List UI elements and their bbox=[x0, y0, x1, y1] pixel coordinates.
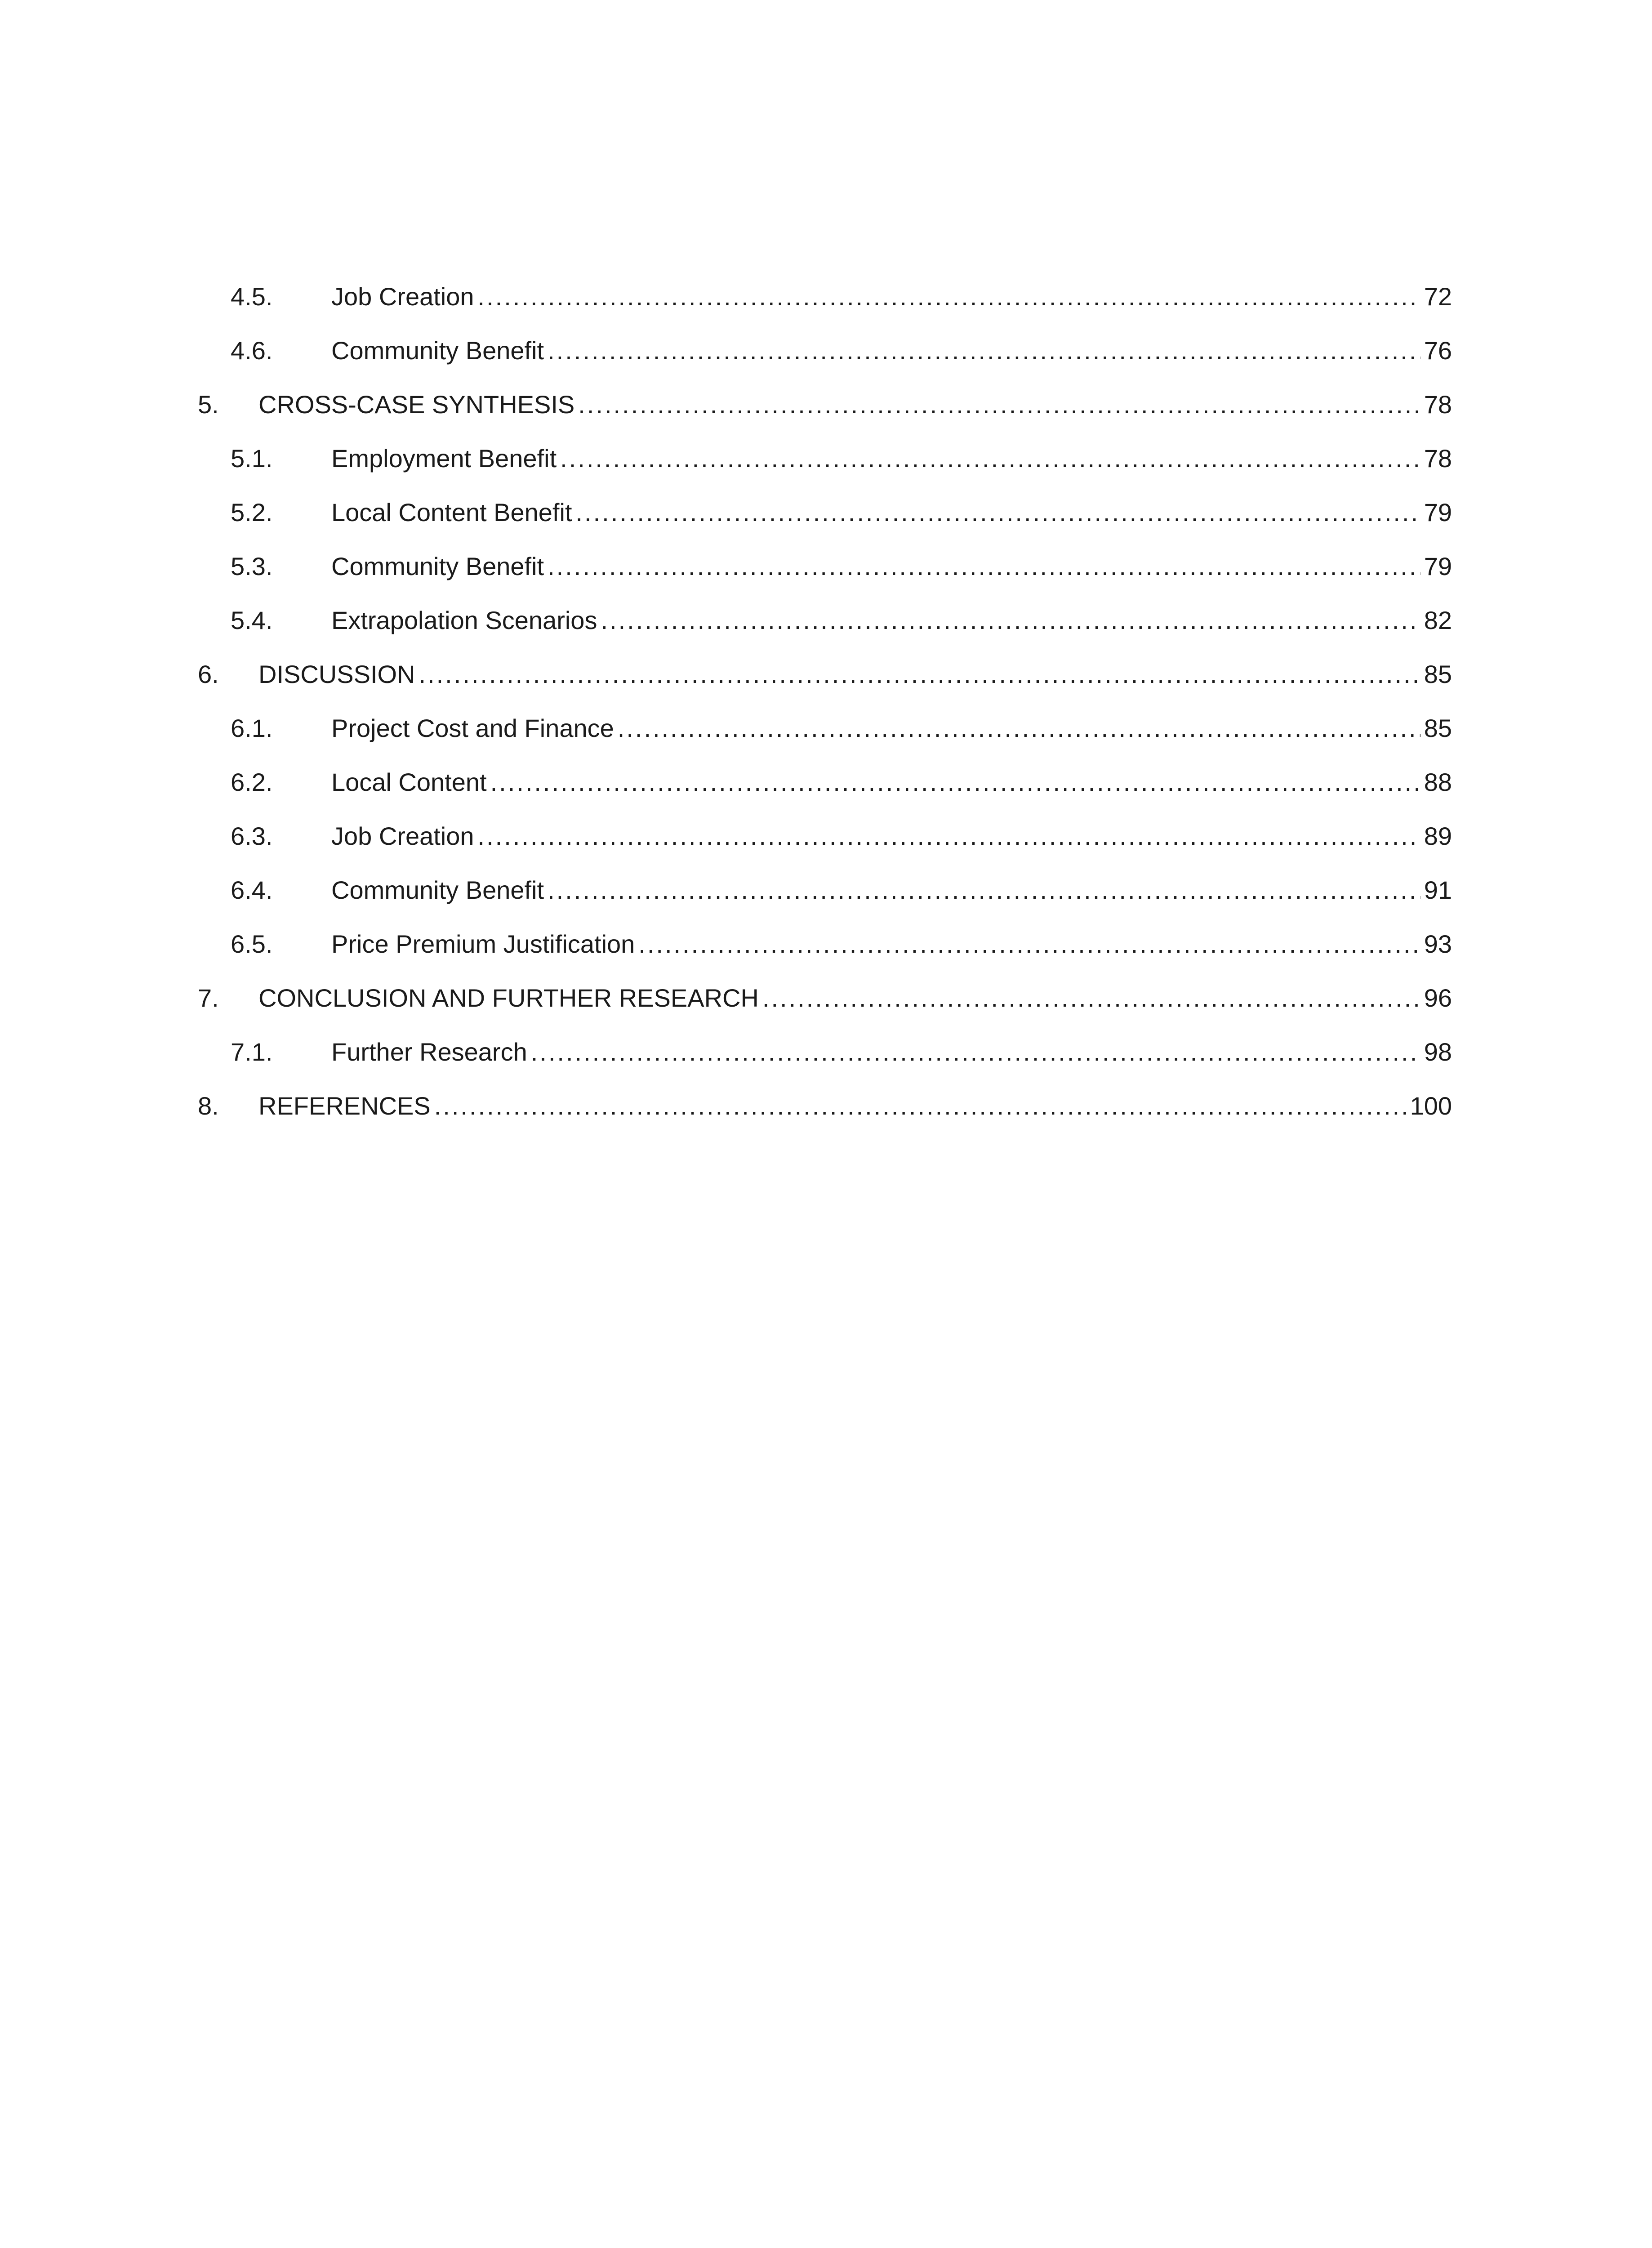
toc-entry-number: 5.3. bbox=[231, 552, 273, 580]
toc-entry-number: 6.4. bbox=[231, 876, 273, 904]
toc-leader-dots bbox=[478, 809, 1420, 863]
toc-entry-number: 6.2. bbox=[231, 768, 273, 796]
toc-entry-number: 6. bbox=[198, 660, 219, 688]
toc-entry-number: 6.5. bbox=[231, 930, 273, 958]
toc-entry-title: REFERENCES bbox=[258, 1092, 431, 1120]
toc-entry-page: 79 bbox=[1424, 498, 1452, 526]
toc-entry[interactable] bbox=[198, 270, 1452, 324]
toc-entry-page: 93 bbox=[1424, 930, 1452, 958]
toc-entry-number: 8. bbox=[198, 1092, 219, 1120]
toc-entry-title: CROSS-CASE SYNTHESIS bbox=[258, 390, 575, 419]
table-of-contents bbox=[198, 270, 1452, 1133]
toc-entry[interactable] bbox=[198, 432, 1452, 486]
toc-entry-title: Further Research bbox=[331, 1038, 527, 1066]
toc-entry-page: 72 bbox=[1424, 282, 1452, 311]
toc-entry-title: Price Premium Justification bbox=[331, 930, 635, 958]
toc-entry[interactable] bbox=[198, 1025, 1452, 1079]
toc-leader-dots bbox=[531, 1025, 1420, 1079]
toc-entry-number: 6.1. bbox=[231, 714, 273, 742]
toc-entry-title: Local Content bbox=[331, 768, 487, 796]
toc-entry-number: 4.6. bbox=[231, 336, 273, 365]
toc-leader-dots bbox=[575, 486, 1420, 540]
toc-leader-dots bbox=[419, 647, 1420, 701]
toc-entry-title: Community Benefit bbox=[331, 336, 544, 365]
toc-entry-title: Employment Benefit bbox=[331, 444, 557, 473]
toc-entry-title: Extrapolation Scenarios bbox=[331, 606, 597, 634]
toc-entry-title: Project Cost and Finance bbox=[331, 714, 614, 742]
toc-entry-page: 100 bbox=[1410, 1092, 1452, 1120]
toc-entry-number: 7. bbox=[198, 984, 219, 1012]
toc-leader-dots bbox=[560, 432, 1420, 486]
toc-entry[interactable] bbox=[198, 1079, 1452, 1133]
toc-entry-number: 5.1. bbox=[231, 444, 273, 473]
toc-entry[interactable] bbox=[198, 540, 1452, 593]
toc-leader-dots bbox=[601, 593, 1420, 647]
toc-entry-title: Community Benefit bbox=[331, 876, 544, 904]
toc-entry[interactable] bbox=[198, 593, 1452, 647]
toc-entry-page: 78 bbox=[1424, 444, 1452, 473]
toc-entry-title: Local Content Benefit bbox=[331, 498, 572, 526]
toc-entry-number: 5.4. bbox=[231, 606, 273, 634]
toc-entry-title: DISCUSSION bbox=[258, 660, 415, 688]
toc-entry[interactable] bbox=[198, 809, 1452, 863]
toc-entry-page: 88 bbox=[1424, 768, 1452, 796]
toc-leader-dots bbox=[548, 863, 1420, 917]
toc-entry[interactable] bbox=[198, 863, 1452, 917]
toc-entry[interactable] bbox=[198, 378, 1452, 432]
toc-leader-dots bbox=[618, 701, 1420, 755]
toc-entry[interactable] bbox=[198, 486, 1452, 540]
toc-entry-page: 78 bbox=[1424, 390, 1452, 419]
toc-entry[interactable] bbox=[198, 917, 1452, 971]
toc-entry[interactable] bbox=[198, 647, 1452, 701]
toc-leader-dots bbox=[578, 378, 1420, 432]
toc-leader-dots bbox=[762, 971, 1420, 1025]
toc-entry-page: 96 bbox=[1424, 984, 1452, 1012]
toc-entry-number: 6.3. bbox=[231, 822, 273, 850]
toc-entry-number: 4.5. bbox=[231, 282, 273, 311]
toc-entry-page: 91 bbox=[1424, 876, 1452, 904]
toc-entry-page: 85 bbox=[1424, 660, 1452, 688]
toc-entry-title: Job Creation bbox=[331, 282, 474, 311]
toc-entry-page: 98 bbox=[1424, 1038, 1452, 1066]
toc-entry-page: 89 bbox=[1424, 822, 1452, 850]
toc-leader-dots bbox=[434, 1079, 1407, 1133]
toc-leader-dots bbox=[478, 270, 1420, 324]
toc-entry-title: CONCLUSION AND FURTHER RESEARCH bbox=[258, 984, 759, 1012]
toc-entry-page: 85 bbox=[1424, 714, 1452, 742]
toc-leader-dots bbox=[638, 917, 1420, 971]
toc-entry-page: 76 bbox=[1424, 336, 1452, 365]
toc-entry-title: Job Creation bbox=[331, 822, 474, 850]
toc-entry-number: 5.2. bbox=[231, 498, 273, 526]
toc-entry[interactable] bbox=[198, 755, 1452, 809]
toc-entry-page: 79 bbox=[1424, 552, 1452, 580]
toc-entry[interactable] bbox=[198, 324, 1452, 378]
toc-leader-dots bbox=[548, 540, 1420, 593]
toc-entry-title: Community Benefit bbox=[331, 552, 544, 580]
toc-entry[interactable] bbox=[198, 971, 1452, 1025]
toc-leader-dots bbox=[490, 755, 1420, 809]
toc-leader-dots bbox=[548, 324, 1420, 378]
toc-entry[interactable] bbox=[198, 701, 1452, 755]
toc-entry-page: 82 bbox=[1424, 606, 1452, 634]
toc-entry-number: 7.1. bbox=[231, 1038, 273, 1066]
toc-entry-number: 5. bbox=[198, 390, 219, 419]
